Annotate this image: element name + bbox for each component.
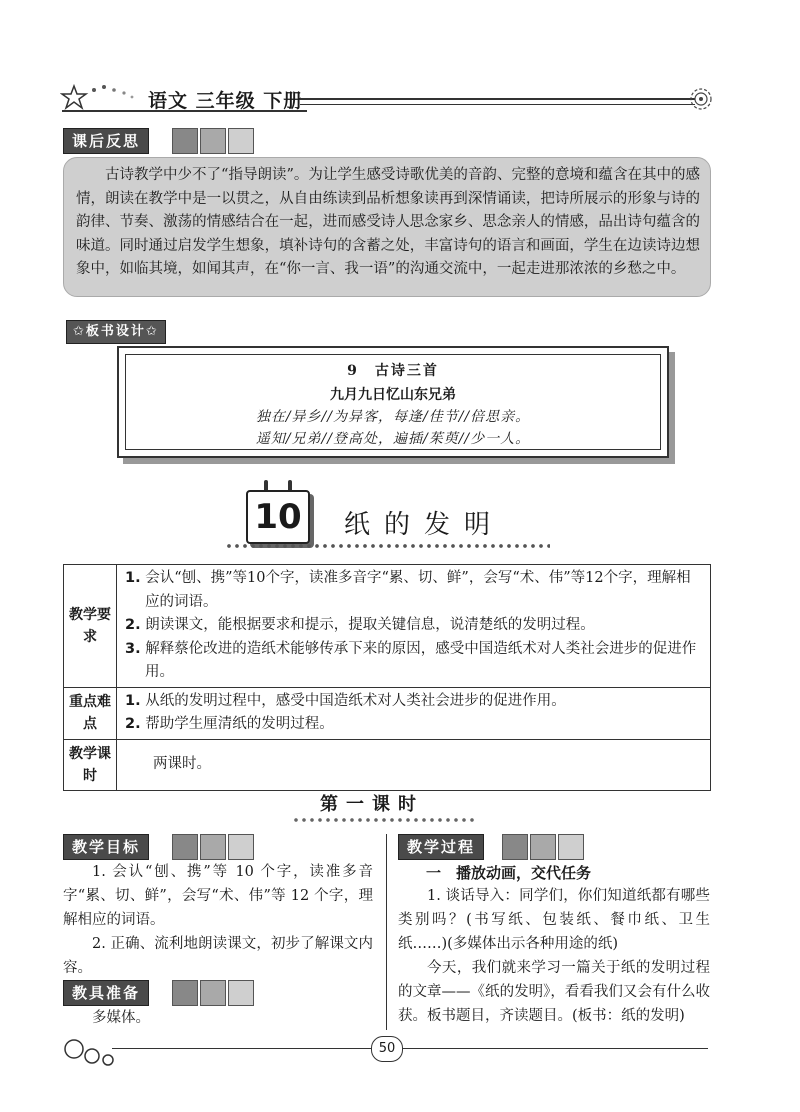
process-paragraph-1: 1. 谈话导入：同学们，你们知道纸都有哪些类别吗？(书写纸、包装纸、餐巾纸、卫生纸……)(多媒体出示各种用途的纸): [398, 888, 710, 952]
title-dotted-rule: [225, 542, 550, 550]
header-rule: [300, 98, 695, 100]
table-row: [64, 739, 711, 790]
row-body: [117, 687, 711, 739]
row-head: 教学课时: [64, 739, 117, 790]
list-item: 1. 从纸的发明过程中，感受中国造纸术对人类社会进步的促进作用。: [125, 692, 566, 709]
lesson-number: 10: [246, 490, 310, 544]
row-head: 重点难点: [64, 687, 117, 739]
tools-label: 教具准备: [63, 980, 149, 1006]
label-square: [172, 980, 198, 1006]
board-design-label: [66, 320, 166, 344]
label-square: [172, 834, 198, 860]
spiral-icon: [688, 86, 714, 112]
label-square: [228, 834, 254, 860]
label-square: [558, 834, 584, 860]
board-line-3: 独在/异乡//为异客，每逢/佳节//倍思亲。: [255, 409, 531, 425]
reflection-label: 课后反思: [63, 128, 149, 154]
goal-1: 1. 会认“刨、携”等 10 个字，读准多音字“累、切、鲜”，会写“术、伟”等 12 个字，理解相应的词语。: [63, 864, 373, 928]
label-square: [172, 128, 198, 154]
board-line-1: 9 古诗三首: [347, 363, 439, 379]
page-number: 50: [371, 1036, 403, 1062]
list-item: 2. 帮助学生厘清纸的发明过程。: [125, 716, 334, 732]
tools-text: 多媒体。: [92, 1010, 150, 1026]
list-item: 1. 会认“刨、携”等10个字，读准多音字“累、切、鲜”，会写“术、伟”等12个字，理解相应的词语。: [125, 570, 691, 610]
board-line-2: 九月九日忆山东兄弟: [330, 387, 456, 403]
star-icon: ✩: [145, 324, 159, 339]
list-item: 2. 朗读课文，能根据要求和提示，提取关键信息，说清楚纸的发明过程。: [125, 617, 595, 633]
process-label: 教学过程: [398, 834, 484, 860]
process-paragraph-2: 今天，我们就来学习一篇关于纸的发明过程的文章——《纸的发明》，看看我们又会有什么收获。板书题目，齐读题目。(板书：纸的发明): [398, 960, 710, 1024]
period-title: 第一课时: [320, 794, 424, 815]
label-square: [228, 980, 254, 1006]
footer-rule: [112, 1048, 708, 1049]
column-divider: [386, 834, 387, 1030]
label-square: [200, 834, 226, 860]
step-title: 一 播放动画，交代任务: [426, 864, 592, 882]
label-square: [200, 128, 226, 154]
label-square: [200, 980, 226, 1006]
row-body: [117, 565, 711, 688]
row-head: 教学要求: [64, 565, 117, 688]
period-dotted-rule: [292, 816, 476, 824]
board-design-label-text: 板书设计: [85, 324, 146, 339]
lesson-title: 纸的发明: [344, 510, 505, 540]
table-row: [64, 687, 711, 739]
circles-decoration: [62, 1036, 122, 1070]
requirements-table: [63, 564, 711, 791]
label-square: [228, 128, 254, 154]
star-icon: ✩: [73, 324, 86, 339]
list-item: 3. 解释蔡伦改进的造纸术能够传承下来的原因，感受中国造纸术对人类社会进步的促进作用。: [125, 640, 697, 680]
label-square: [530, 834, 556, 860]
goal-2: 2. 正确、流利地朗读课文，初步了解课文内容。: [63, 936, 373, 976]
row-body: [117, 739, 711, 790]
label-square: [502, 834, 528, 860]
class-hours: 两课时。: [153, 755, 211, 772]
table-row: [64, 565, 711, 688]
goals-label: 教学目标: [63, 834, 149, 860]
header-rule-thin: [300, 104, 695, 105]
board-line-4: 遥知/兄弟//登高处，遍插/茱萸//少一人。: [255, 431, 531, 447]
reflection-text: 古诗教学中少不了“指导朗读”。为让学生感受诗歌优美的音韵、完整的意境和蕴含在其中的感情，朗读在教学中是一以贯之，从自由练读到品析想象读再到深情诵读，把诗所展示的形象与诗的韵律、节奏、激荡的情感结合在一起，进而感受诗人思念家乡、思念亲人的情感，品出诗句蕴含的味道。同时通过启发学生想象，填补诗句的含蓄之处，丰富诗句的语言和画面，学生在边读诗边想象中，如临其境，如闻其声，在“你一言、我一语”的沟通交流中，一起走进那浓浓的乡愁之中。: [63, 157, 711, 297]
header-title: 语文 三年级 下册: [148, 90, 304, 112]
